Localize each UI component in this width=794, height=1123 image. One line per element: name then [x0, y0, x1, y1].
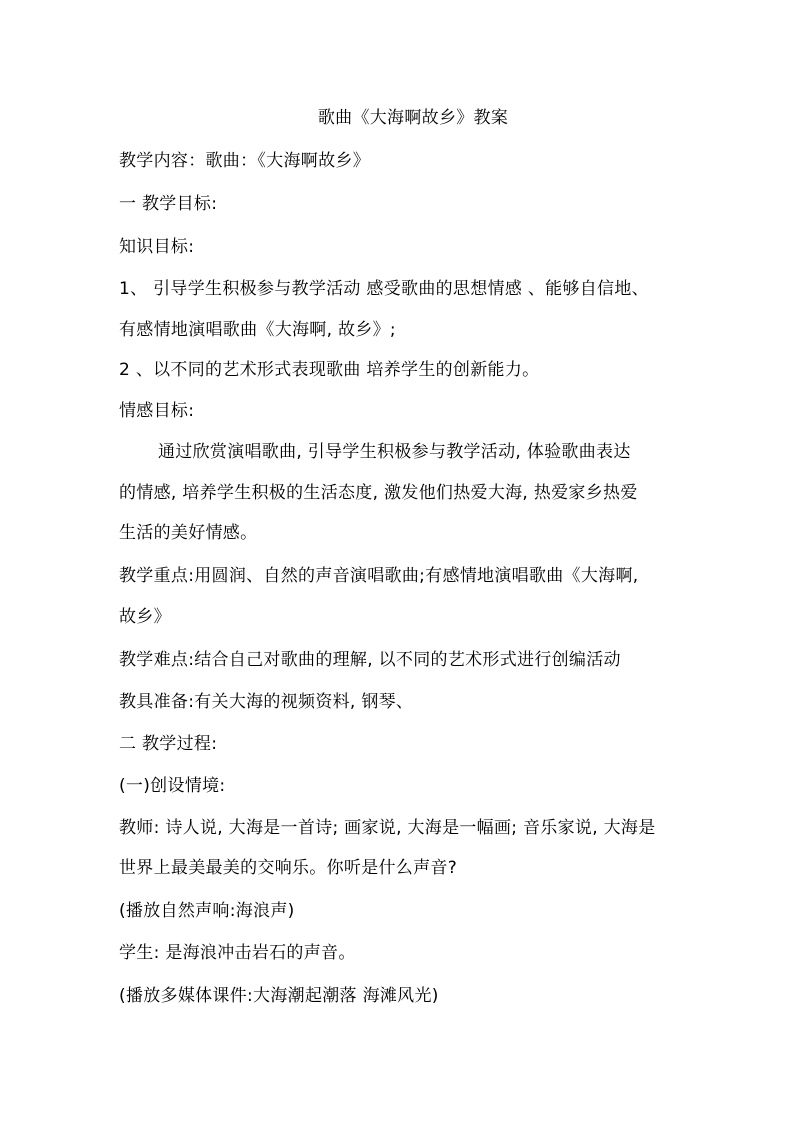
paragraph-line: (播放自然声响:海浪声) [119, 901, 295, 921]
teaching-aids-line: 教具准备:有关大海的视频资料, 钢琴、 [119, 692, 414, 712]
paragraph-line: 通过欣赏演唱歌曲, 引导学生积极参与教学活动, 体验歌曲表达 [158, 442, 631, 462]
paragraph-line: 世界上最美最美的交响乐。你听是什么声音? [119, 858, 458, 878]
paragraph-line: 2 、以不同的艺术形式表现歌曲 培养学生的创新能力。 [119, 360, 540, 380]
paragraph-line: 教师: 诗人说, 大海是一首诗; 画家说, 大海是一幅画; 音乐家说, 大海是 [119, 818, 656, 838]
subheading-knowledge-objectives: 知识目标: [119, 237, 195, 257]
paragraph-line: (播放多媒体课件:大海潮起潮落 海滩风光) [119, 986, 439, 1006]
teaching-focus-line: 教学重点:用圆润、自然的声音演唱歌曲;有感情地演唱歌曲《大海啊, [119, 566, 639, 586]
section-heading-objectives: 一 教学目标: [119, 194, 218, 214]
subheading-emotional-objectives: 情感目标: [119, 401, 195, 421]
subheading-scenario: (一)创设情境: [119, 776, 226, 796]
paragraph-line: 故乡》 [119, 607, 171, 627]
teaching-content-line: 教学内容：歌曲：《大海啊故乡》 [119, 151, 370, 171]
paragraph-line: 学生: 是海浪冲击岩石的声音。 [119, 943, 356, 963]
paragraph-line: 有感情地演唱歌曲《大海啊, 故乡》; [119, 320, 396, 340]
section-heading-process: 二 教学过程: [119, 734, 218, 754]
paragraph-line: 生活的美好情感。 [119, 523, 258, 543]
document-title: 歌曲《大海啊故乡》教案 [317, 108, 509, 128]
teaching-difficulty-line: 教学难点:结合自己对歌曲的理解, 以不同的艺术形式进行创编活动 [119, 650, 621, 670]
paragraph-line: 的情感, 培养学生积极的生活态度, 激发他们热爱大海, 热爱家乡热爱 [119, 483, 638, 503]
paragraph-line: 1、 引导学生积极参与教学活动 感受歌曲的思想情感 、能够自信地、 [119, 279, 649, 299]
